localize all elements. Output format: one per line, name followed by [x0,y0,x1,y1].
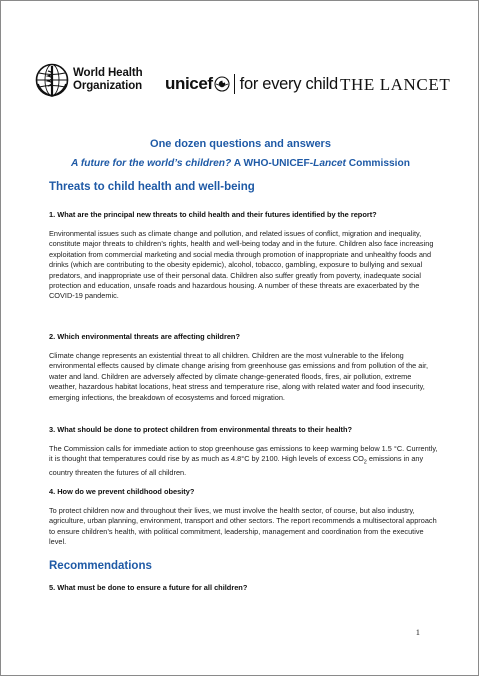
unicef-separator [234,74,235,94]
document-subtitle [1,158,479,169]
document-title: One dozen questions and answers [150,138,331,150]
co2-subscript: 2 [363,459,367,466]
section-heading-recommendations: Recommendations [49,560,152,572]
question-2: 2. Which environmental threats are affecting children? [49,332,240,341]
answer-3-part-a: The Commission calls for immediate action to stop greenhouse gas emissions to keep warming below 1.5 °C. Currently, it is thought that temperatures could rise by as much as 4.8°C by 2100. High levels of excess CO [49,444,438,464]
who-logo [35,63,143,97]
answer-1: Environmental issues such as climate change and pollution, and related issues of conflict, migration and inequality, constitute major threats to children’s rights, health and well-being today and in the future. Children also face increasing exploitation from commercial marketing and social media through promotion of inappropriate and unhealthy foods and drinks (which are contributing to the obesity epidemic), alcohol, tobacco, gambling, exposure to bullying and sexual predators, and inappropriate use of their personal data. Children also suffer greatly from poverty, inadequate social protection and education, unsafe roads and hazardous housing. A number of these threats are exacerbated by the COVID-19 pandemic. [49,229,434,301]
question-3: 3. What should be done to protect children from environmental threats to their health? [49,425,353,434]
unicef-globe-icon [214,76,230,92]
question-4: 4. How do we prevent childhood obesity? [49,487,195,496]
answer-3-part-b: emissions in any country threaten the futures of all children. [49,454,424,478]
question-1: 1. What are the principal new threats to child health and their futures identified by the report? [49,210,377,219]
answer-2: Climate change represents an existential threat to all children. Children are the most vulnerable to the lifelong environmental effects caused by climate change arising from greenhouse gas emissions and from pollution of the air, water and land. Children are adversely affected by climate change-generated floods, fires, air pollution, extreme weather, hazardous habitat locations, heat stress and temperature rise, along with related water and food insecurity, emerging infections, the breakdown of ecosystems and forced migration. [49,351,429,402]
who-line-2: Organization [73,80,143,92]
question-5: 5. What must be done to ensure a future for all children? [49,583,248,592]
answer-3 [49,444,439,479]
subtitle-part-b: Commission [348,158,410,169]
page-number: 1 [415,627,420,637]
subtitle-italic-lancet: Lancet [313,158,346,169]
who-wordmark [73,67,143,93]
who-line-1: World Health [73,67,143,79]
subtitle-part-a: A WHO-UNICEF- [233,158,314,169]
subtitle-italic: A future for the world’s children? [71,158,232,169]
unicef-wordmark: unicef [165,74,213,93]
answer-4: To protect children now and throughout their lives, we must involve the health sector, of course, but also industry, agriculture, urban planning, environment, transport and other sectors. The report recommends a multisectoral approach to ensure children’s health, with political commitment, leadership, management and coordination from the executive level. [49,506,437,547]
lancet-logo: THE LANCET [340,75,451,94]
who-emblem-icon [35,63,69,97]
section-heading-threats: Threats to child health and well-being [49,181,255,193]
unicef-tagline: for every child [239,74,338,93]
unicef-logo [165,74,338,94]
logo-bar [35,63,455,103]
